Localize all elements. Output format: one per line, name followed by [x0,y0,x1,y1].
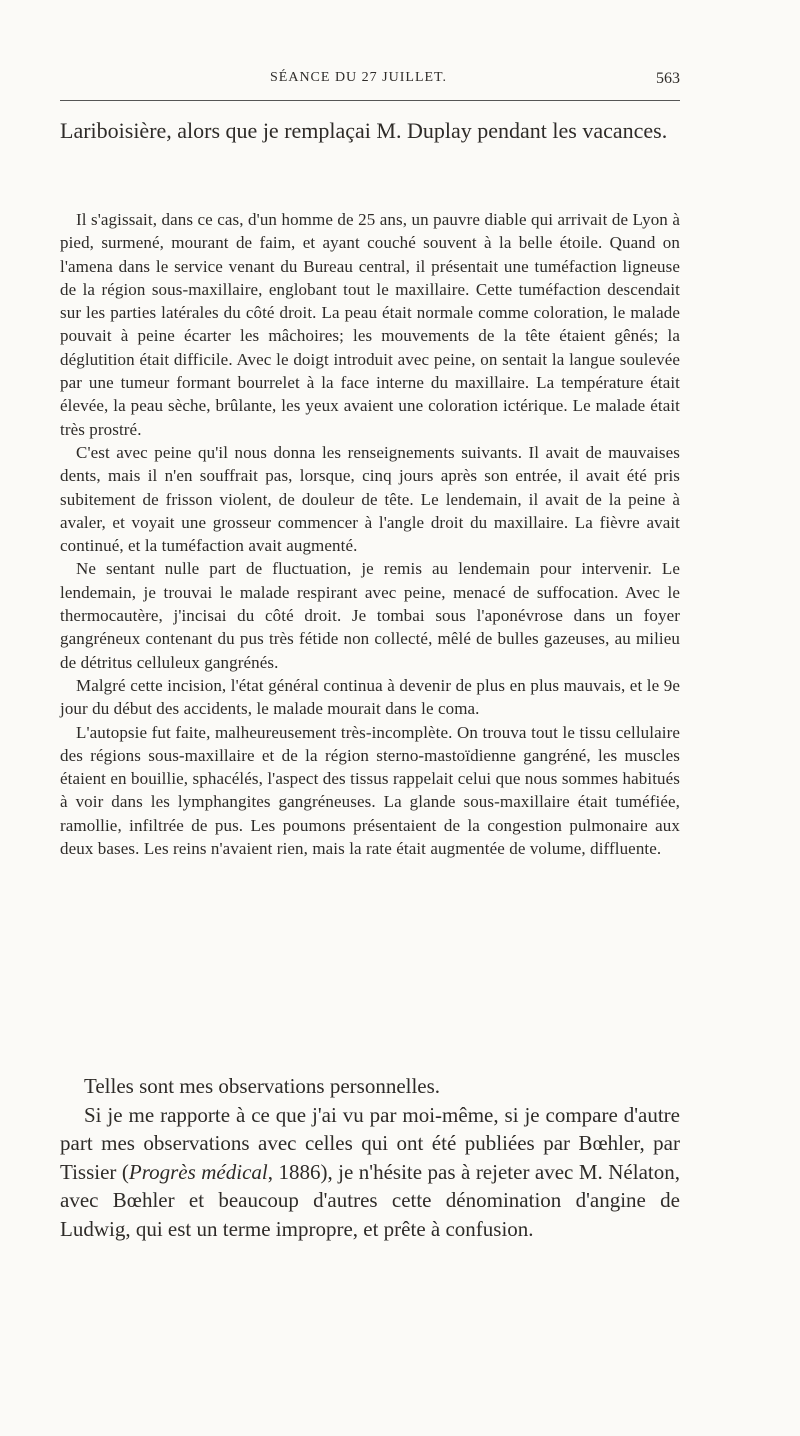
observation-paragraph: L'autopsie fut faite, malheureusement très-incomplète. On trouva tout le tissu cellulaire des régions sous-maxillaire et de la région sterno-mastoïdienne gangréné, les muscles étaient en bouillie, sphacélés, l'aspect des tissus rappelait celui que nous sommes habitués à voir dans les lymphangites gangréneuses. La glande sous-maxillaire était tuméfiée, ramollie, infiltrée de pus. Les poumons présentaient de la congestion pulmonaire aux deux bases. Les reins n'avaient rien, mais la rate était augmentée de volume, diffluente. [60,722,680,859]
observation-text [60,208,680,860]
observation-paragraph: C'est avec peine qu'il nous donna les renseignements suivants. Il avait de mauvaises dents, mais il n'en souffrait pas, lorsque, cinq jours après son entrée, il avait été pris subitement de frisson violent, de douleur de tête. Le lendemain, il avait de la peine à avaler, et voyait une grosseur commencer à l'angle droit du maxillaire. La fièvre avait continué, et la tuméfaction avait augmenté. [60,442,680,556]
lead-paragraph: Lariboisière, alors que je remplaçai M. Duplay pendant les vacances. [60,118,668,143]
page-header [60,70,680,94]
conclusion-text [60,1072,680,1244]
observation-paragraph: Ne sentant nulle part de fluctuation, je remis au lendemain pour intervenir. Le lendemain, je trouvai le malade respirant avec peine, menacé de suffocation. Avec le thermocautère, j'incisai du côté droit. Je tombai sous l'aponévrose dans un foyer gangréneux contenant du pus très fétide non collecté, mêlé de bulles gazeuses, au milieu de détritus celluleux gangrénés. [60,559,680,672]
conclusion-paragraph: Telles sont mes observations personnelles. [84,1074,441,1098]
page-number: 563 [656,70,680,87]
header-rule [60,100,680,101]
conclusion-text-start: Si je me rapporte à ce que j'ai vu par moi-même, si je compare d'autre part mes observations avec celles qui ont été publiées par Bœhler, par Tissier ( [60,1102,680,1184]
journal-title: Progrès médical [128,1159,268,1184]
conclusion-text-end: , 1886), je n'hésite pas à rejeter avec M. Nélaton, avec Bœhler et beaucoup d'autres cette dénomination d'angine de Ludwig, qui est un terme impropre, et prête à confusion. [60,1159,680,1241]
observation-paragraph: Malgré cette incision, l'état général continua à devenir de plus en plus mauvais, et le 9e jour du début des accidents, le malade mourait dans le coma. [60,675,680,719]
conclusion-paragraph [60,1101,680,1244]
observation-paragraph: Il s'agissait, dans ce cas, d'un homme de 25 ans, un pauvre diable qui arrivait de Lyon à pied, surmené, mourant de faim, et ayant couché souvent à la belle étoile. Quand on l'amena dans le service venant du Bureau central, il présentait une tuméfaction ligneuse de la région sous-maxillaire, englobant tout le maxillaire. Cette tuméfaction descendait sur les parties latérales du côté droit. La peau était normale comme coloration, le malade pouvait à peine écarter les mâchoires; les mouvements de la tête étaient gênés; la déglutition était difficile. Avec le doigt introduit avec peine, on sentait la langue soulevée par une tumeur formant bourrelet à la face interne du maxillaire. La température était élevée, la peau sèche, brûlante, les yeux avaient une coloration ictérique. Le malade était très prostré. [60,210,680,439]
running-title: SÉANCE DU 27 JUILLET. [270,70,448,85]
